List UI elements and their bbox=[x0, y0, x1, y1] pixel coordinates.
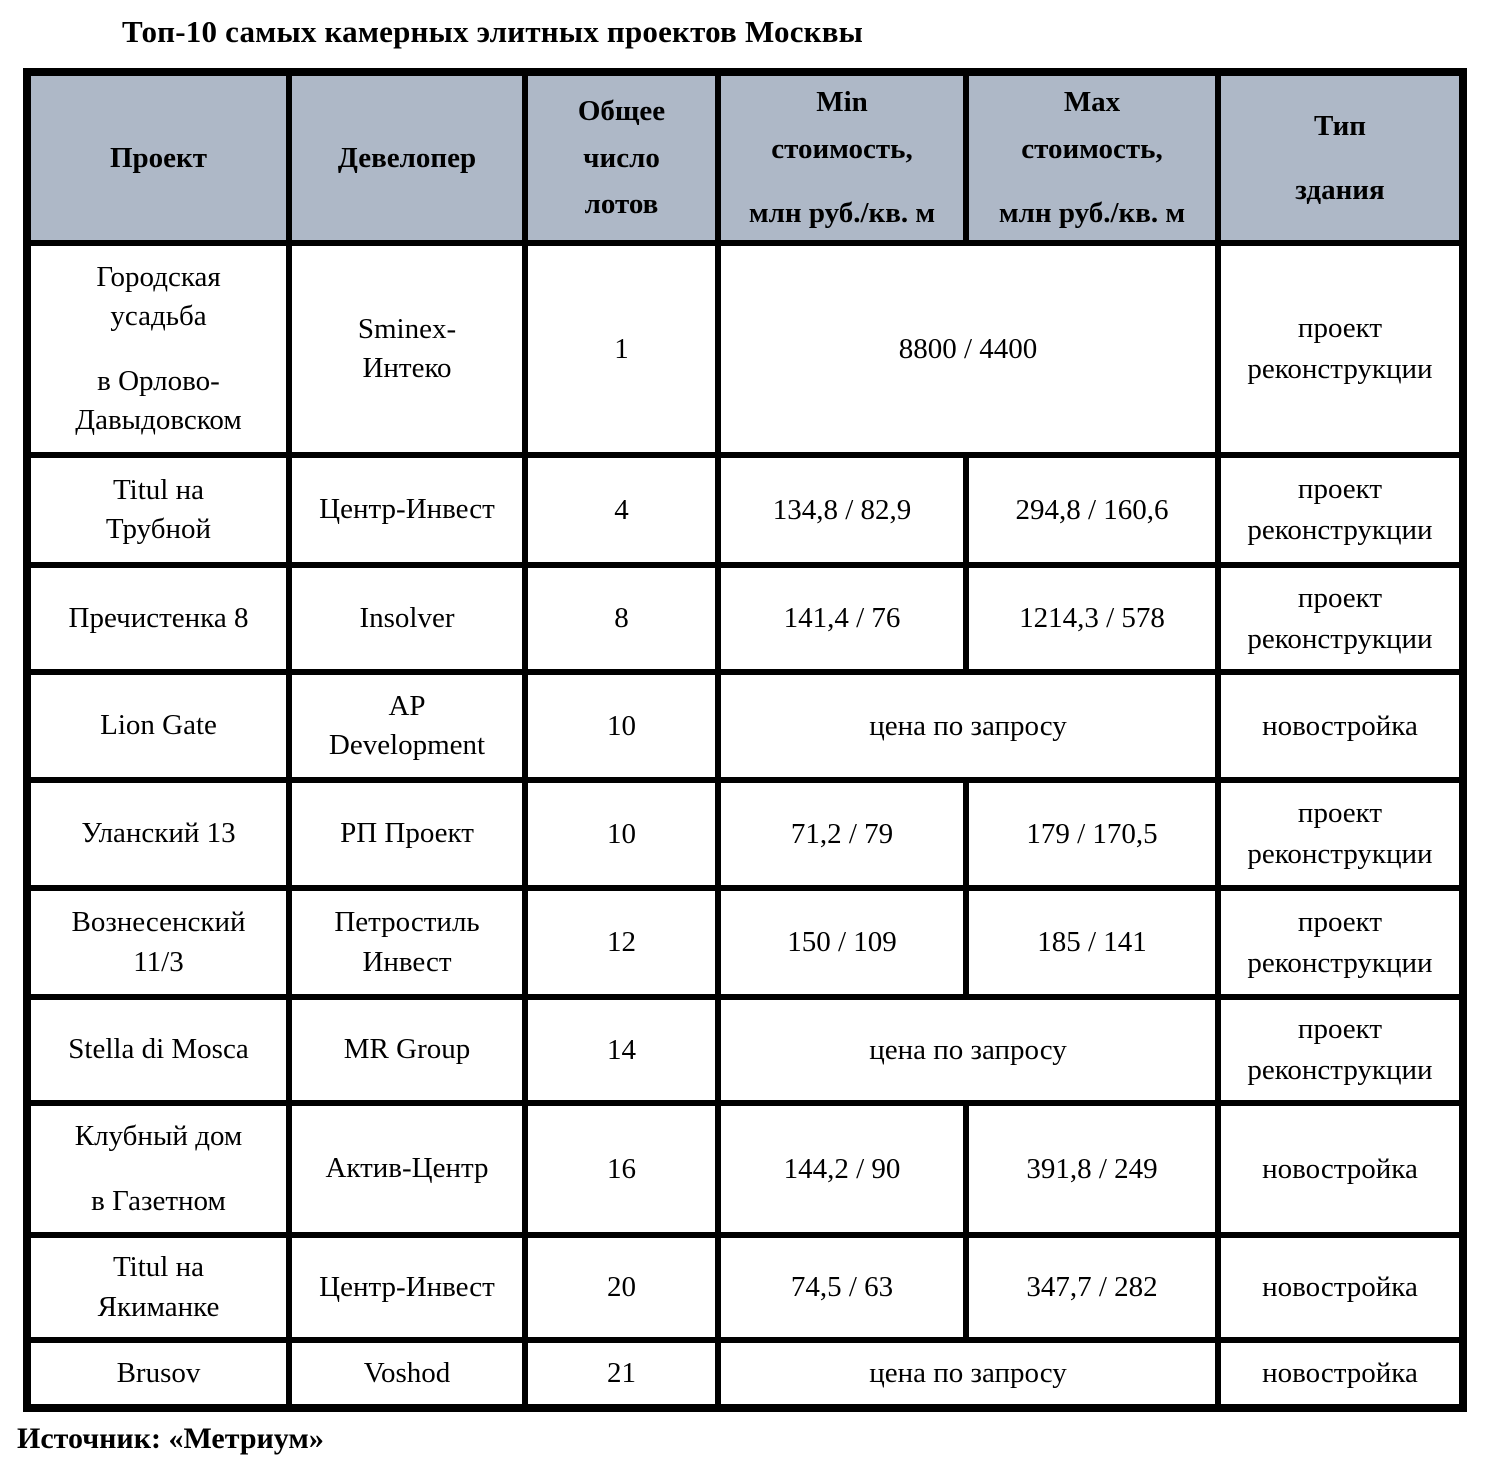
top10-projects-table bbox=[23, 68, 1467, 1412]
cell-project: Клубный дом в Газетном bbox=[27, 1103, 289, 1235]
table-header-row bbox=[27, 72, 1463, 243]
cell-project: Уланский 13 bbox=[27, 780, 289, 888]
table-row bbox=[27, 780, 1463, 888]
cell-lots: 16 bbox=[525, 1103, 718, 1235]
cell-min-price: 71,2 / 79 bbox=[718, 780, 966, 888]
table-row bbox=[27, 1340, 1463, 1408]
cell-building-type: проект реконструкции bbox=[1218, 888, 1463, 997]
cell-project: Lion Gate bbox=[27, 672, 289, 780]
cell-developer: Актив-Центр bbox=[289, 1103, 525, 1235]
cell-developer: РП Проект bbox=[289, 780, 525, 888]
cell-building-type: новостройка bbox=[1218, 1340, 1463, 1408]
cell-max-price: 294,8 / 160,6 bbox=[966, 455, 1218, 565]
cell-max-price: 185 / 141 bbox=[966, 888, 1218, 997]
cell-building-type: проект реконструкции bbox=[1218, 243, 1463, 455]
table-row bbox=[27, 1103, 1463, 1235]
cell-min-price: 150 / 109 bbox=[718, 888, 966, 997]
col-header-project: Проект bbox=[27, 72, 289, 243]
cell-project: Titul на Трубной bbox=[27, 455, 289, 565]
cell-project: Brusov bbox=[27, 1340, 289, 1408]
cell-lots: 10 bbox=[525, 672, 718, 780]
col-header-min-price: Min стоимость, млн руб./кв. м bbox=[718, 72, 966, 243]
cell-building-type: проект реконструкции bbox=[1218, 780, 1463, 888]
table-row bbox=[27, 997, 1463, 1103]
table-row bbox=[27, 565, 1463, 672]
cell-project: Titul на Якиманке bbox=[27, 1235, 289, 1340]
cell-min-price: 74,5 / 63 bbox=[718, 1235, 966, 1340]
cell-max-price: 179 / 170,5 bbox=[966, 780, 1218, 888]
cell-lots: 8 bbox=[525, 565, 718, 672]
table-row bbox=[27, 1235, 1463, 1340]
cell-developer: MR Group bbox=[289, 997, 525, 1103]
cell-max-price: 391,8 / 249 bbox=[966, 1103, 1218, 1235]
cell-lots: 1 bbox=[525, 243, 718, 455]
cell-lots: 21 bbox=[525, 1340, 718, 1408]
cell-developer: Sminex- Интеко bbox=[289, 243, 525, 455]
cell-price-merged: 8800 / 4400 bbox=[718, 243, 1218, 455]
source-note: Источник: «Метриум» bbox=[17, 1422, 324, 1455]
cell-developer: AP Development bbox=[289, 672, 525, 780]
cell-min-price: 141,4 / 76 bbox=[718, 565, 966, 672]
cell-developer: Петростиль Инвест bbox=[289, 888, 525, 997]
cell-building-type: проект реконструкции bbox=[1218, 565, 1463, 672]
cell-project: Пречистенка 8 bbox=[27, 565, 289, 672]
page-title: Топ-10 самых камерных элитных проектов Москвы bbox=[122, 14, 864, 49]
cell-project: Вознесенский 11/3 bbox=[27, 888, 289, 997]
cell-min-price: 134,8 / 82,9 bbox=[718, 455, 966, 565]
cell-developer: Voshod bbox=[289, 1340, 525, 1408]
cell-lots: 4 bbox=[525, 455, 718, 565]
cell-developer: Insolver bbox=[289, 565, 525, 672]
cell-lots: 20 bbox=[525, 1235, 718, 1340]
cell-min-price: 144,2 / 90 bbox=[718, 1103, 966, 1235]
table-row bbox=[27, 888, 1463, 997]
cell-max-price: 1214,3 / 578 bbox=[966, 565, 1218, 672]
cell-price-merged: цена по запросу bbox=[718, 672, 1218, 780]
table-row bbox=[27, 455, 1463, 565]
cell-price-merged: цена по запросу bbox=[718, 1340, 1218, 1408]
cell-building-type: новостройка bbox=[1218, 1235, 1463, 1340]
cell-developer: Центр-Инвест bbox=[289, 455, 525, 565]
cell-max-price: 347,7 / 282 bbox=[966, 1235, 1218, 1340]
cell-building-type: новостройка bbox=[1218, 1103, 1463, 1235]
col-header-developer: Девелопер bbox=[289, 72, 525, 243]
table-row bbox=[27, 672, 1463, 780]
col-header-max-price: Max стоимость, млн руб./кв. м bbox=[966, 72, 1218, 243]
table-row bbox=[27, 243, 1463, 455]
cell-building-type: новостройка bbox=[1218, 672, 1463, 780]
cell-lots: 12 bbox=[525, 888, 718, 997]
col-header-building-type: Тип здания bbox=[1218, 72, 1463, 243]
cell-developer: Центр-Инвест bbox=[289, 1235, 525, 1340]
col-header-lots: Общее число лотов bbox=[525, 72, 718, 243]
cell-lots: 14 bbox=[525, 997, 718, 1103]
cell-project: Stella di Mosca bbox=[27, 997, 289, 1103]
cell-price-merged: цена по запросу bbox=[718, 997, 1218, 1103]
cell-project: Городская усадьба в Орлово- Давыдовском bbox=[27, 243, 289, 455]
cell-building-type: проект реконструкции bbox=[1218, 455, 1463, 565]
cell-lots: 10 bbox=[525, 780, 718, 888]
cell-building-type: проект реконструкции bbox=[1218, 997, 1463, 1103]
